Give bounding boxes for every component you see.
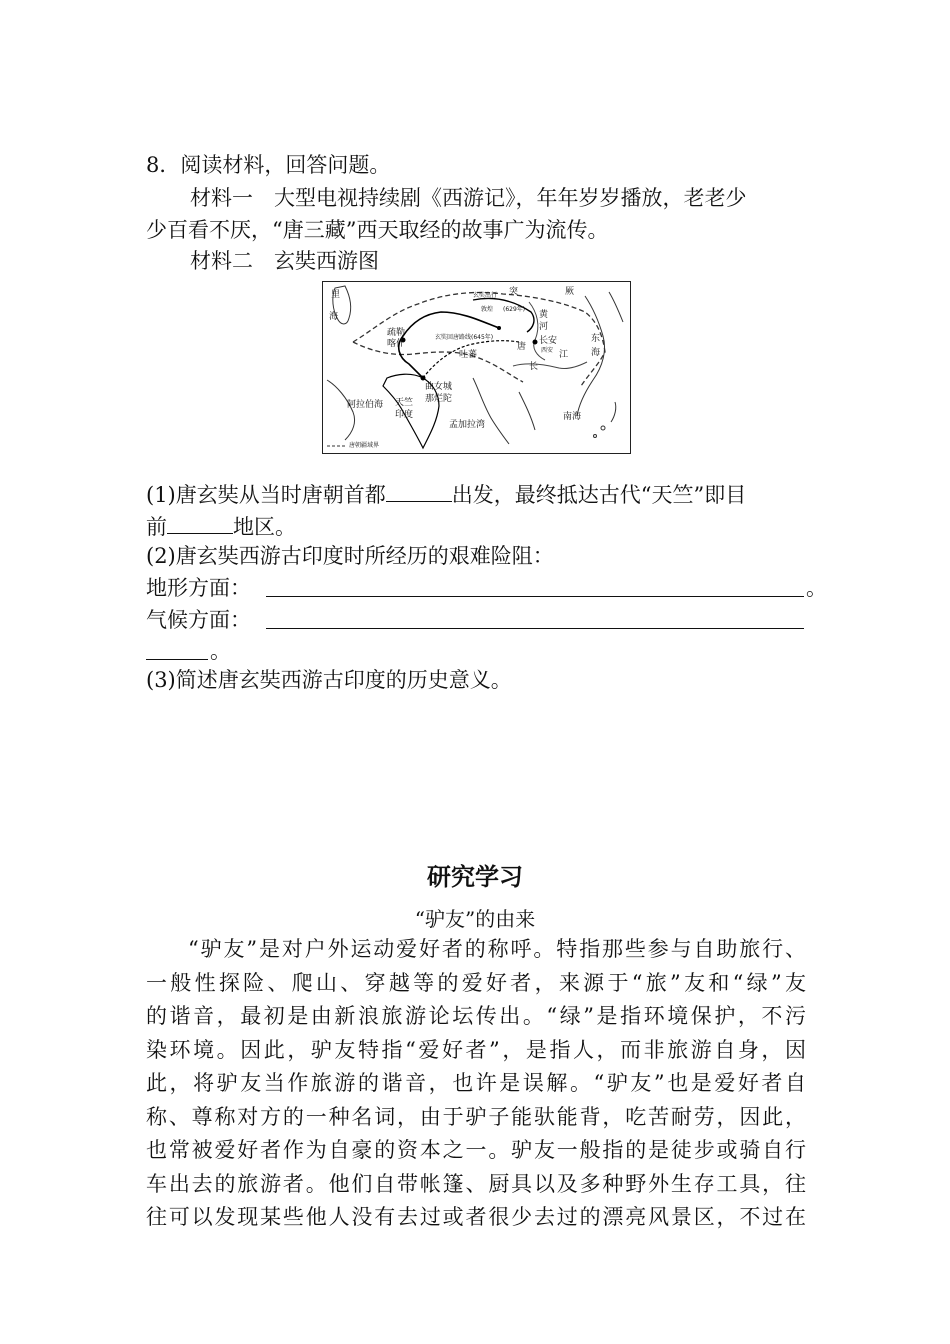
map-label-qunv: 曲女城 — [425, 382, 453, 392]
paragraph-line: 此，将驴友当作旅游的谐音，也许是误解。“驴友”也是爱好者自 — [146, 1071, 806, 1095]
map-label-south-sea: 南海 — [563, 412, 582, 422]
map-label-xian: 西安 — [541, 347, 554, 354]
climate-label: 气候方面： — [146, 608, 251, 632]
map-label-tujue-1: 突 — [509, 287, 519, 297]
map-label-tang: 唐 — [517, 342, 527, 352]
map-label-dunhuang: 敦煌 — [481, 306, 494, 313]
q3-prompt: (3)简述唐玄奘西游古印度的历史意义。 — [146, 668, 512, 692]
map-label-india: 印度 — [395, 410, 414, 420]
paragraph-line: 往可以发现某些他人没有去过或者很少去过的漂亮风景区，不过在 — [146, 1205, 806, 1229]
climate-answer-line-continued[interactable] — [146, 659, 208, 660]
map-label-nalanda: 那烂陀 — [425, 394, 453, 404]
map-label-tubo: 吐蕃 — [459, 350, 478, 360]
q1-line-1 — [146, 480, 746, 510]
question-title: 8．阅读材料，回答问题。 — [146, 153, 391, 177]
research-heading: 研究学习 — [427, 863, 523, 891]
map-label-huang: 黄 — [539, 310, 549, 320]
map-label-kashgar-2: 喀什 — [387, 339, 406, 349]
map-label-bengal: 孟加拉湾 — [449, 420, 486, 430]
map-label-tujue-2: 厥 — [565, 287, 575, 297]
paragraph-line: 称、尊称对方的一种名词，由于驴子能驮能背，吃苦耐劳，因此， — [146, 1104, 806, 1129]
q2-prompt: (2)唐玄奘西游古印度时所经历的艰难险阻： — [146, 544, 554, 568]
q1-text-c: 前 — [146, 515, 167, 539]
map-label-caspian-2: 海 — [329, 312, 339, 322]
climate-period: 。 — [210, 639, 231, 663]
map-label-tianzhu: 天竺 — [395, 398, 414, 408]
xuanzang-journey-map — [322, 281, 631, 454]
q1-text-a: (1)唐玄奘从当时唐朝首都 — [146, 483, 386, 507]
material-two-caption: 材料二 玄奘西游图 — [190, 249, 379, 273]
terrain-period: 。 — [806, 576, 827, 600]
map-label-jiang: 江 — [559, 350, 569, 360]
q1-text-b: 出发，最终抵达古代“天竺”即目 — [451, 483, 747, 507]
map-label-changan: 长安 — [539, 336, 558, 346]
q1-line-2 — [146, 512, 296, 542]
material-one-line-2: 少百看不厌，“唐三藏”西天取经的故事广为流传。 — [146, 218, 609, 242]
map-label-hai: 海 — [591, 348, 601, 358]
paragraph-line: 的谐音，最初是由新浪旅游论坛传出。“绿”是指环境保护，不污 — [146, 1004, 806, 1028]
map-label-chang: 长 — [529, 362, 539, 372]
q1-text-d: 地区。 — [233, 515, 296, 539]
research-paragraph — [146, 933, 806, 1235]
paragraph-line: “驴友”是对户外运动爱好者的称呼。特指那些参与自助旅行、 — [188, 937, 806, 961]
paragraph-line: 也常被爱好者作为自豪的资本之一。驴友一般指的是徒步或骑自行 — [146, 1138, 806, 1162]
map-label-route-back: 玄奘回唐路线(645年) — [435, 334, 494, 341]
map-label-kashgar-1: 疏勒 — [387, 328, 406, 338]
map-label-he: 河 — [539, 322, 549, 332]
research-subtitle: “驴友”的由来 — [414, 907, 536, 931]
map-label-route-go: 玄奘出行 — [473, 292, 498, 299]
terrain-label: 地形方面： — [146, 576, 251, 600]
paragraph-line: 染环境。因此，驴友特指“爱好者”，是指人，而非旅游自身，因 — [146, 1037, 806, 1062]
terrain-answer-line[interactable] — [266, 596, 804, 597]
map-legend-border: 唐朝疆域界 — [349, 442, 380, 449]
paragraph-line: 一般性探险、爬山、穿越等的爱好者，来源于“旅”友和“绿”友 — [146, 970, 806, 995]
material-one-line-1: 材料一 大型电视持续剧《西游记》，年年岁岁播放，老老少 — [190, 186, 747, 210]
map-label-arabian-sea: 阿拉伯海 — [347, 400, 384, 410]
q1-answer-blank-region[interactable] — [167, 513, 233, 534]
map-label-caspian-1: 里 — [331, 290, 341, 300]
map-label-year-go: (629年) — [503, 306, 526, 313]
paragraph-line: 车出去的旅游者。他们自带帐篷、厨具以及多种野外生存工具，往 — [146, 1171, 806, 1196]
map-label-dong: 东 — [591, 334, 601, 344]
climate-answer-line[interactable] — [266, 628, 804, 629]
q1-answer-blank-capital[interactable] — [386, 481, 452, 502]
